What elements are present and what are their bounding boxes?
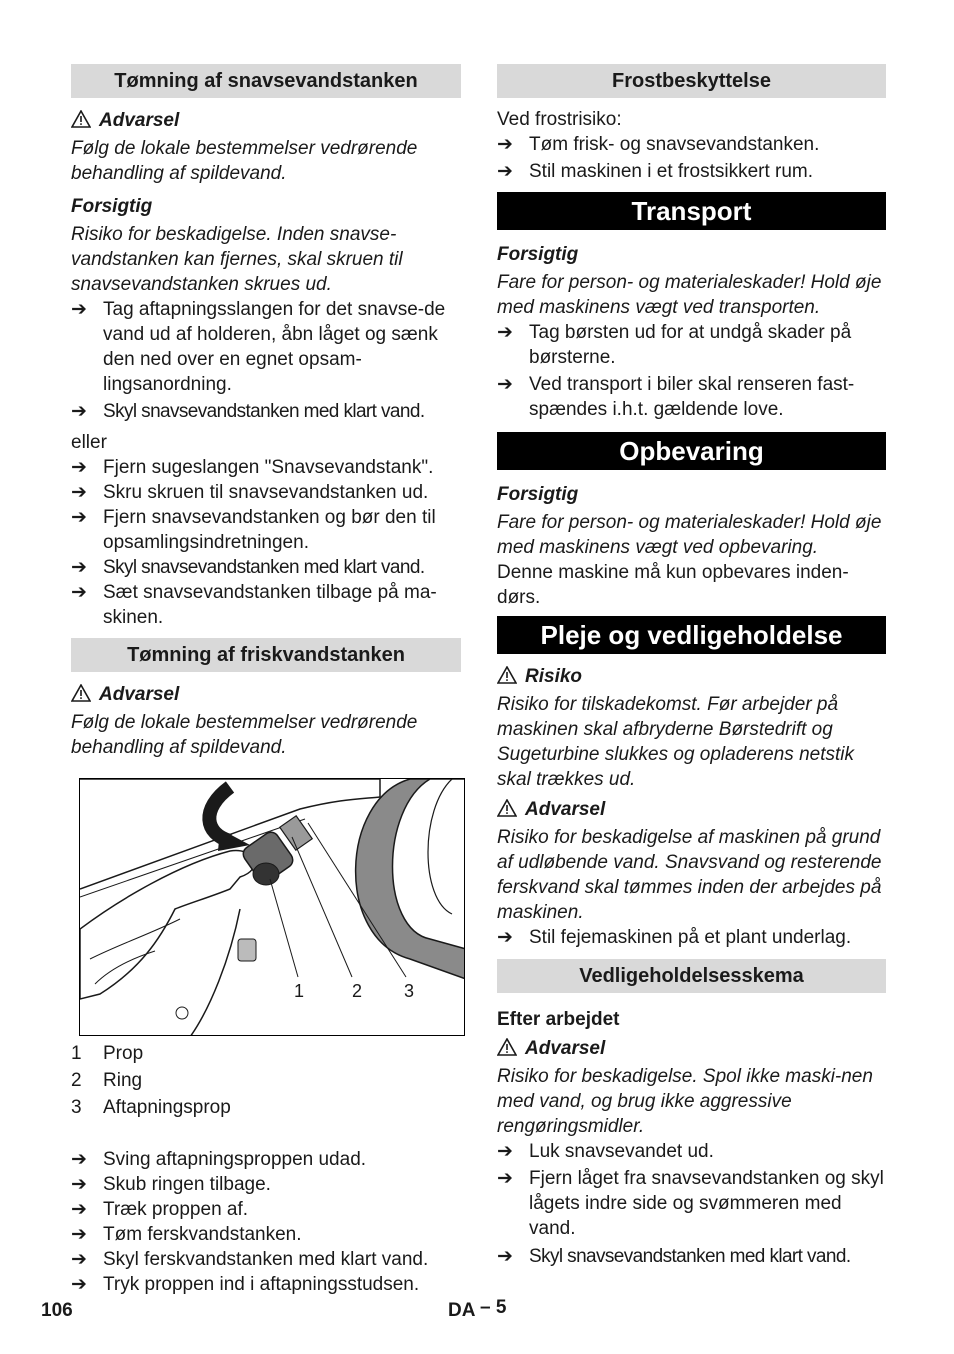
list-item: ➔ Fjern snavsevandstanken og bør den til opsamlingsindretningen. <box>71 507 436 553</box>
warning-label: Advarsel <box>497 797 886 822</box>
storage-text: Denne maskine må kun opbevares inden-dørs. <box>497 562 849 608</box>
list-item: ➔ Tag børsten ud for at undgå skader på børsterne. <box>497 322 852 368</box>
arrow-right-icon: ➔ <box>497 1168 513 1189</box>
list-item: ➔ Tøm frisk- og snavsevandstanken. <box>497 134 820 155</box>
drain-plug-figure <box>79 778 465 1036</box>
warning-label: Advarsel <box>71 682 461 707</box>
list-item: ➔ Træk proppen af. <box>71 1199 249 1220</box>
list-item: ➔ Skyl snavsevandstanken med klart vand. <box>71 557 425 578</box>
callout-1: 1 <box>294 981 305 1001</box>
or-text: eller <box>71 432 107 453</box>
arrow-right-icon: ➔ <box>497 1141 513 1162</box>
section-title-frost: Frostbeskyttelse <box>497 64 886 98</box>
list-item: ➔ Luk snavsevandet ud. <box>497 1141 714 1162</box>
arrow-right-icon: ➔ <box>71 1149 87 1170</box>
callout-3: 3 <box>404 981 415 1001</box>
list-item: ➔ Stil maskinen i et frostsikkert rum. <box>497 161 814 182</box>
list-item: ➔ Fjern sugeslangen "Snavsevandstank". <box>71 457 434 478</box>
list-item: ➔ Tøm ferskvandstanken. <box>71 1224 302 1245</box>
arrow-right-icon: ➔ <box>71 457 87 478</box>
section-title-empty-dirty-tank: Tømning af snavsevandstanken <box>71 64 461 98</box>
arrow-right-icon: ➔ <box>71 1174 87 1195</box>
arrow-right-icon: ➔ <box>71 1224 87 1245</box>
list-item: ➔ Fjern låget fra snavsevandstanken og skyl lågets indre side og svømmeren med vand. <box>497 1168 884 1239</box>
caution-text: Fare for person- og materialeskader! Hold øje med maskinens vægt ved transporten. <box>497 272 882 318</box>
list-item: ➔ Tag aftapningsslangen for det snavse-de vand ud af holderen, åbn låget og sænk den ned over en egnet opsam-lingsanordning. <box>71 299 446 395</box>
section-title-schedule: Vedligeholdelsesskema <box>497 959 886 993</box>
warning-triangle-icon <box>497 799 517 817</box>
list-item: ➔ Ved transport i biler skal renseren fast-spændes i.h.t. gældende love. <box>497 374 855 420</box>
frost-intro: Ved frostrisiko: <box>497 109 622 130</box>
list-item: ➔ Skyl snavsevandstanken med klart vand. <box>71 401 425 422</box>
arrow-right-icon: ➔ <box>71 1199 87 1220</box>
warning-triangle-icon <box>71 684 91 702</box>
list-item: ➔ Sving aftapningsproppen udad. <box>71 1149 367 1170</box>
steps-list <box>71 297 461 424</box>
section-title-transport: Transport <box>497 192 886 230</box>
list-item: ➔ Skru skruen til snavsevandstanken ud. <box>71 482 429 503</box>
warning-text: Risiko for beskadigelse af maskinen på grund af udløbende vand. Snavsvand og resterende ferskvand skal tømmes inden der arbejdes på maskinen. <box>497 827 882 923</box>
arrow-right-icon: ➔ <box>497 374 513 395</box>
legend-item: 3 Aftapningsprop <box>71 1097 231 1118</box>
list-item: ➔ Skub ringen tilbage. <box>71 1174 271 1195</box>
page-number: 106 <box>41 1300 73 1321</box>
warning-label: Advarsel <box>71 108 461 133</box>
section-title-empty-fresh-tank: Tømning af friskvandstanken <box>71 638 461 672</box>
arrow-right-icon: ➔ <box>497 927 513 948</box>
warning-text: Følg de lokale bestemmelser vedrørende behandling af spildevand. <box>71 138 418 184</box>
callout-2: 2 <box>352 981 363 1001</box>
arrow-right-icon: ➔ <box>497 161 513 182</box>
arrow-right-icon: ➔ <box>71 557 87 578</box>
after-work-label: Efter arbejdet <box>497 1009 620 1030</box>
list-item: ➔ Skyl snavsevandstanken med klart vand. <box>497 1246 851 1267</box>
steps-list <box>497 1139 886 1269</box>
arrow-right-icon: ➔ <box>71 1249 87 1270</box>
caution-label: Forsigtig <box>497 484 579 505</box>
arrow-right-icon: ➔ <box>71 482 87 503</box>
figure-legend <box>71 1040 461 1121</box>
risk-text: Risiko for tilskadekomst. Før arbejder på maskinen skal afbryderne Børstedrift og Sugeturbine slukkes og opladerens netstik skal trækkes ud. <box>497 694 855 790</box>
caution-label: Forsigtig <box>497 244 579 265</box>
list-item: ➔ Skyl ferskvandstanken med klart vand. <box>71 1249 429 1270</box>
warning-label: Advarsel <box>497 1036 886 1061</box>
list-item: ➔ Sæt snavsevandstanken tilbage på ma-skinen. <box>71 582 437 628</box>
warning-text: Følg de lokale bestemmelser vedrørende behandling af spildevand. <box>71 712 418 758</box>
legend-item: 1 Prop <box>71 1043 144 1064</box>
steps-list <box>71 1147 461 1297</box>
list-item: ➔ Stil fejemaskinen på et plant underlag. <box>497 927 852 948</box>
warning-triangle-icon <box>497 1038 517 1056</box>
section-title-care: Pleje og vedligeholdelse <box>497 616 886 654</box>
steps-list <box>71 455 461 630</box>
footer-section: DA – 5 <box>448 1297 507 1321</box>
steps-list <box>497 925 886 950</box>
warning-text: Risiko for beskadigelse. Spol ikke maski-nen med vand, og brug ikke aggressive rengøringsmidler. <box>497 1066 873 1137</box>
arrow-right-icon: ➔ <box>71 299 87 320</box>
caution-label: Forsigtig <box>71 196 153 217</box>
legend-item: 2 Ring <box>71 1070 143 1091</box>
arrow-right-icon: ➔ <box>497 322 513 343</box>
arrow-right-icon: ➔ <box>497 1246 513 1267</box>
warning-triangle-icon <box>497 666 517 684</box>
risk-label: Risiko <box>497 664 886 689</box>
arrow-right-icon: ➔ <box>71 582 87 603</box>
steps-list <box>497 320 886 422</box>
arrow-right-icon: ➔ <box>71 1274 87 1295</box>
right-column <box>497 64 886 1269</box>
arrow-right-icon: ➔ <box>71 507 87 528</box>
caution-text: Fare for person- og materialeskader! Hold øje med maskinens vægt ved opbevaring. <box>497 512 882 558</box>
left-column <box>71 64 461 1297</box>
caution-text: Risiko for beskadigelse. Inden snavse-vandstanken kan fjernes, skal skruen til snavsevandstanken skrues ud. <box>71 224 403 295</box>
steps-list <box>497 132 886 184</box>
list-item: ➔ Tryk proppen ind i aftapningsstudsen. <box>71 1274 420 1295</box>
warning-triangle-icon <box>71 110 91 128</box>
section-title-storage: Opbevaring <box>497 432 886 470</box>
arrow-right-icon: ➔ <box>71 401 87 422</box>
arrow-right-icon: ➔ <box>497 134 513 155</box>
drain-plug-illustration <box>80 779 465 1036</box>
